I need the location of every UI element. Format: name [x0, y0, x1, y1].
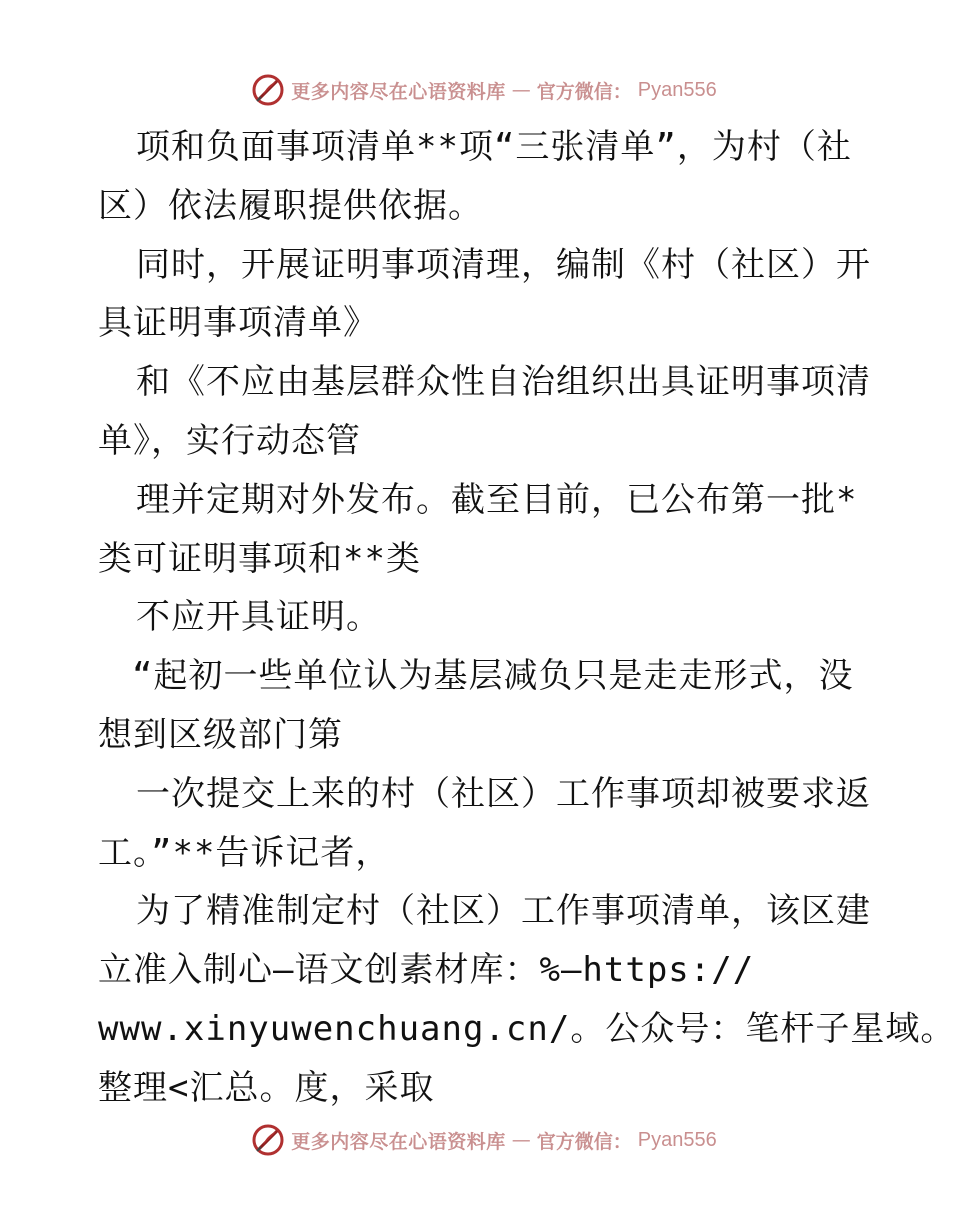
header-banner-inner [251, 73, 717, 107]
footer-banner-inner [251, 1123, 717, 1157]
body-line: 项和负面事项清单**项“三张清单”，为村（社 [136, 127, 852, 167]
body-line: 具证明事项清单》 [98, 303, 378, 344]
body-line: 立准入制心—语文创素材库：%—https:// [98, 950, 755, 991]
body-line: 单》，实行动态管 [98, 420, 361, 461]
body-line: 理并定期对外发布。截至目前，已公布第一批* [136, 479, 858, 520]
footer-site-text: 更多内容尽在心语资料库 [291, 1130, 506, 1153]
quill-logo-icon [251, 1123, 285, 1157]
body-line: 类可证明事项和**类 [98, 538, 421, 579]
body-line: 区）依法履职提供依据。 [98, 185, 483, 226]
header-wechat-label: 官方微信： [536, 80, 632, 103]
body-line: 整理<汇总。度，采取 [98, 1067, 435, 1108]
header-site-text: 更多内容尽在心语资料库 [291, 80, 506, 103]
footer-banner [0, 1120, 950, 1160]
quill-logo-icon [251, 73, 285, 107]
body-line: 一次提交上来的村（社区）工作事项却被要求返 [136, 773, 871, 814]
body-line: 不应开具证明。 [136, 597, 381, 638]
body-line: 同时，开展证明事项清理，编制《村（社区）开 [136, 244, 871, 285]
header-wechat-id: Pyan556 [637, 78, 717, 101]
footer-wechat-label: 官方微信： [536, 1130, 632, 1153]
body-line: 工。”**告诉记者， [98, 832, 391, 873]
body-line: 想到区级部门第 [98, 714, 343, 755]
footer-wechat-id: Pyan556 [637, 1128, 717, 1151]
body-line: 为了精准制定村（社区）工作事项清单，该区建 [136, 891, 871, 932]
body-line: www.xinyuwenchuang.cn/。公众号：笔杆子星域。 [98, 1008, 955, 1049]
footer-separator: — [511, 1129, 531, 1151]
body-line: “起初一些单位认为基层减负只是走走形式，没 [132, 656, 854, 697]
document-body [98, 118, 955, 1118]
header-separator: — [511, 79, 531, 101]
header-banner [0, 70, 950, 110]
body-line: 和《不应由基层群众性自治组织出具证明事项清 [136, 362, 871, 403]
